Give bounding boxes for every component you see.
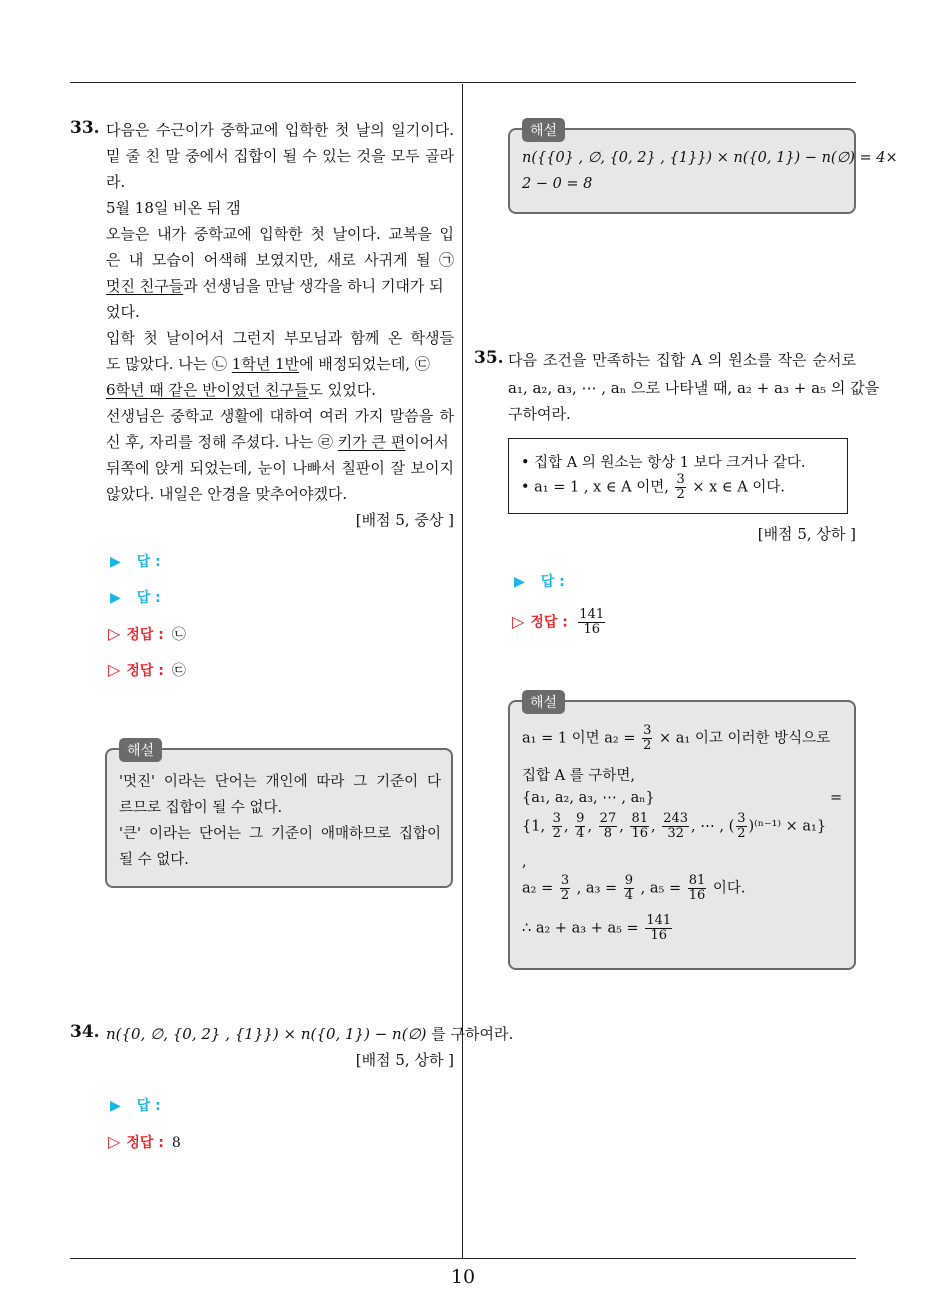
diary-text: 도 많았다. 나는 ㉡ (106, 355, 232, 373)
diary-text: 에 배정되었는데, ㉢ (299, 355, 430, 373)
question-text: 구하여라. (508, 405, 571, 423)
answer-label: 답 : (540, 574, 565, 590)
explanation-box (105, 743, 453, 888)
correct-value: 8 (171, 1135, 181, 1151)
condition-text: × x ∈ A 이다. (692, 479, 785, 496)
explanation-line: {a₁, a₂, a₃, ⋯ , aₙ} (522, 790, 655, 806)
page-number: 10 (450, 1266, 476, 1288)
diary-line (106, 276, 454, 296)
score-label: [배점 5, 중상 ] (355, 511, 454, 529)
outline-triangle-icon: ▷ (108, 624, 121, 643)
underlined-phrase: 1학년 1반 (231, 355, 300, 373)
explanation-line: a₁ = 1 이면 a₂ = $\frac{3}{2}$ × a₁ 이고 이러한 방식으로 (522, 723, 831, 753)
answer-label: 답 : (136, 554, 161, 570)
diary-line (106, 432, 449, 452)
diary-text: 도 있었다. (308, 381, 376, 399)
question-text: 라. (106, 173, 126, 191)
underlined-phrase: 6학년 때 같은 반이었던 친구들 (106, 381, 309, 399)
column-divider (462, 84, 463, 1259)
explanation-line: 르므로 집합이 될 수 없다. (119, 800, 283, 816)
diary-text: 이어서 (405, 433, 449, 451)
fraction: $\frac{3}{2}$ (676, 472, 685, 502)
condition-line: • 집합 A 의 원소는 항상 1 보다 크거나 같다. (521, 455, 806, 471)
math-expression: n({0, ∅, {0, 2} , {1}}) × n({0, 1}) − n(∅) (106, 1025, 427, 1043)
condition-line (521, 473, 785, 502)
underlined-phrase: 키가 큰 편 (337, 433, 406, 451)
correct-label: 정답 : (126, 627, 164, 643)
explanation-tag: 해설 (522, 118, 565, 142)
bottom-rule (70, 1258, 856, 1259)
diary-line: 않았다. 내일은 안경을 맞추어야겠다. (106, 485, 348, 503)
correct-value-fraction: $\frac{141}{16}$ (579, 607, 605, 637)
play-icon: ▶ (110, 554, 121, 570)
score-label: [배점 5, 상하 ] (355, 1051, 454, 1069)
answer-row[interactable] (110, 588, 161, 608)
outline-triangle-icon: ▷ (108, 1132, 121, 1151)
explanation-line: '큰' 이라는 단어는 그 기준이 애매하므로 집합이 (119, 826, 441, 842)
diary-line (106, 354, 430, 374)
answer-label: 답 : (136, 1098, 161, 1114)
explanation-line: n({{0} , ∅, {0, 2} , {1}}) × n({0, 1}) − n(∅) = 4× (522, 150, 898, 166)
outline-triangle-icon: ▷ (108, 660, 121, 679)
question-number: 35. (474, 348, 504, 368)
explanation-line: 2 − 0 = 8 (522, 176, 593, 192)
explanation-line: , (522, 854, 527, 870)
diary-line: 뒤쪽에 앉게 되었는데, 눈이 나빠서 칠판이 잘 보이지 (106, 459, 454, 477)
play-icon: ▶ (110, 1098, 121, 1114)
condition-box (508, 438, 848, 514)
question-text: 다음은 수근이가 중학교에 입학한 첫 날의 일기이다. (106, 121, 454, 139)
explanation-equals: = (830, 790, 843, 806)
question-text: a₁, a₂, a₃, ⋯ , aₙ 으로 나타낼 때, a₂ + a₃ + a₅ 의 값을 (508, 379, 880, 397)
explanation-line: a₂ = $\frac{3}{2}$ , a₃ = $\frac{9}{4}$ , a₅ = $\frac{81}{16}$ 이다. (522, 873, 746, 903)
explanation-tag: 해설 (119, 738, 162, 762)
answer-row[interactable] (110, 1096, 161, 1116)
correct-answer-row (512, 608, 607, 637)
diary-line: 었다. (106, 303, 140, 321)
diary-line: 입학 첫 날이어서 그런지 부모님과 함께 온 학생들 (106, 329, 454, 347)
explanation-line: ∴ a₂ + a₃ + a₅ = $\frac{141}{16}$ (522, 913, 672, 943)
diary-text: 과 선생님을 만날 생각을 하니 기대가 되 (183, 277, 444, 295)
diary-text: 신 후, 자리를 정해 주셨다. 나는 ㉣ (106, 433, 338, 451)
explanation-tag: 해설 (522, 690, 565, 714)
underlined-phrase: 멋진 친구들 (106, 277, 184, 295)
correct-label: 정답 : (126, 1135, 164, 1151)
answer-row[interactable] (514, 572, 565, 592)
diary-line: 선생님은 중학교 생활에 대하여 여러 가지 말씀을 하 (106, 407, 454, 425)
correct-label: 정답 : (126, 663, 164, 679)
explanation-line: 될 수 없다. (119, 852, 189, 868)
correct-answer-row (108, 1132, 181, 1153)
explanation-box (508, 123, 898, 214)
correct-answer-row (108, 660, 186, 681)
top-rule (70, 82, 856, 83)
play-icon: ▶ (110, 590, 121, 606)
outline-triangle-icon: ▷ (512, 611, 525, 631)
diary-line: 은 내 모습이 어색해 보였지만, 새로 사귀게 될 ㉠ (106, 251, 454, 269)
question-text-tail: 를 구하여라. (426, 1025, 514, 1043)
question-number: 34. (70, 1022, 100, 1042)
diary-date: 5월 18일 비온 뒤 갬 (106, 199, 241, 217)
condition-text: • a₁ = 1 , x ∈ A 이면, (521, 479, 669, 496)
correct-value: ㉡ (171, 627, 186, 643)
explanation-box (508, 695, 856, 970)
question-text: 다음 조건을 만족하는 집합 A 의 원소를 작은 순서로 (508, 351, 856, 369)
correct-answer-row (108, 624, 186, 645)
diary-line (106, 380, 376, 400)
diary-line: 오늘은 내가 중학교에 입학한 첫 날이다. 교복을 입 (106, 225, 454, 243)
question-text: 밑 줄 친 말 중에서 집합이 될 수 있는 것을 모두 골라 (106, 147, 454, 165)
score-label: [배점 5, 상하 ] (757, 525, 856, 543)
play-icon: ▶ (514, 574, 525, 590)
answer-row[interactable] (110, 552, 161, 572)
answer-label: 답 : (136, 590, 161, 606)
correct-label: 정답 : (530, 614, 568, 631)
question-number: 33. (70, 118, 100, 138)
explanation-line: 집합 A 를 구하면, (522, 768, 635, 784)
explanation-line: {1, $\frac{3}{2}$ , $\frac{9}{4}$ , $\frac{27}{8}$ , $\frac{81}{16}$ , $\frac{243}{32}$ , ⋯ , ( $\frac{3}{2}$ )⁽ⁿ⁻¹⁾ × a₁} (522, 811, 827, 841)
question-text (106, 1024, 513, 1044)
explanation-line: '멋진' 이라는 단어는 개인에 따라 그 기준이 다 (119, 774, 441, 790)
correct-value: ㉢ (171, 663, 186, 679)
